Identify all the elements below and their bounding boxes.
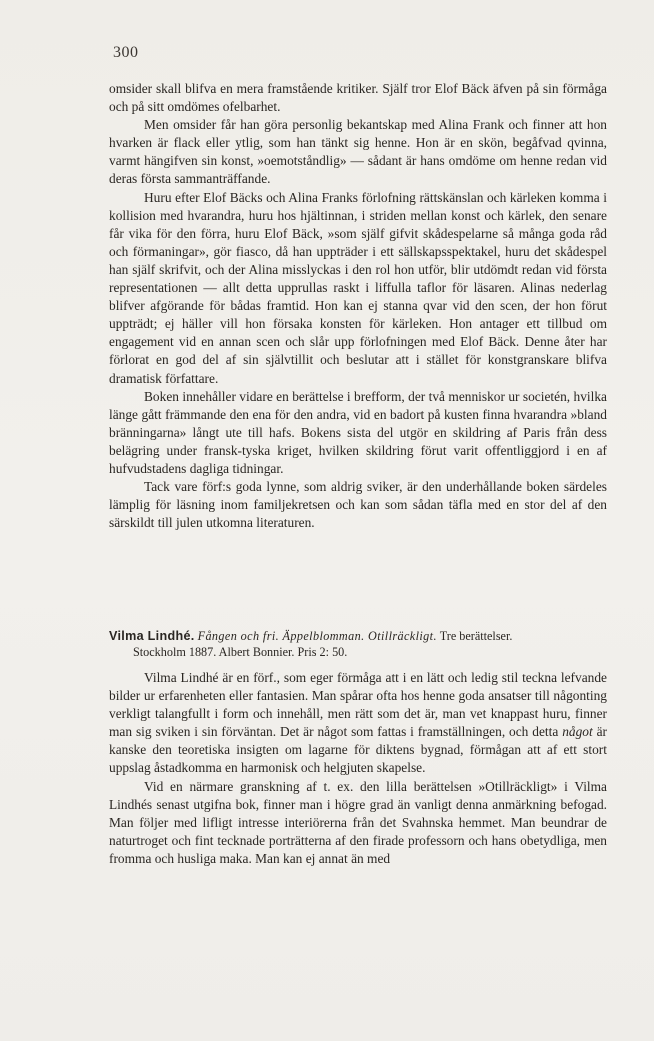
review-paragraph-1-part-1: Vilma Lindhé är en förf., som eger förmåga att i en lätt och ledig stil teckna lefvande bilder ur erfarenheten eller fantasien. Man spårar ofta hos henne goda ansatser till någonting verkligt talangfullt i form och innehåll, men rätt som det är, man vet knappast huru, finner man sig sviken i sin förväntan. Det är något som fattas i framställningen, och detta bbox=[109, 670, 607, 740]
paragraph-4: Boken innehåller vidare en berättelse i brefform, der två menniskor ur societén, hvilka länge gått främmande den ena för den andra, vid en badort på kusten finna hvarandra »bland bränningarna» långt ute till hafs. Bokens sista del utgör en skildring af Paris från dess belägring under fransk-tyska kriget, hvilken skildring förut varit offentliggjord i en af hufvudstadens dagliga tidningar. bbox=[109, 388, 607, 476]
review-author: Vilma Lindhé. bbox=[109, 629, 195, 643]
page-number: 300 bbox=[113, 44, 139, 61]
review-book-subtitle: Tre berättelser. bbox=[439, 629, 513, 643]
review-body bbox=[109, 669, 607, 868]
review-heading bbox=[109, 628, 607, 660]
review-paragraph-2: Vid en närmare granskning af t. ex. den lilla berättelsen »Otillräckligt» i Vilma Lindhés senast utgifna bok, finner man i högre grad än vanligt denna anmärkning befogad. Man följer med lifligt intresse interiörerna från det Svahnska hemmet. Man beundrar de naturtroget och fint tecknade porträtterna af den firade professorn och hans obetydliga, men fromma och husliga maka. Man kan ej annat än med bbox=[109, 778, 607, 866]
article-continuation bbox=[109, 80, 607, 532]
review-paragraph-1-part-2: är kanske den teoretiska insigten om lagarne för diktens bygnad, förmågan att af ett stort uppslag åstadkomma en harmonisk och helgjuten skapelse. bbox=[109, 724, 607, 776]
review-publication: Stockholm 1887. Albert Bonnier. Pris 2: 50. bbox=[133, 645, 348, 659]
paragraph-2: Men omsider får han göra personlig bekantskap med Alina Frank och finner att hon hvarken är flack eller ytlig, som han tänkt sig henne. Hon är en skön, begåfvad qvinna, varmt hängifven sin konst, »oemotståndlig» — sådant är hans omdöme om henne redan vid deras första sammanträffande. bbox=[109, 117, 607, 187]
paragraph-3: Huru efter Elof Bäcks och Alina Franks förlofning rättskänslan och kärleken komma i kollision med hvarandra, huru hos hjältinnan, i striden mellan konst och kärlek, den senare får vika för den förra, huru Elof Bäck, »som själf gifvit skådespelarne så många goda råd och förmaningar», gör fiasco, då han uppträder i ett sällskapsspektakel, huru det skådespel han själf skrifvit, och der Alina misslyckas i den rol hon utför, blir utdömdt redan vid första representationen — allt detta upprullas raskt i liffulla taflor för läsaren. Alinas nederlag blifver afgörande för bådas framtid. Hon kan ej stanna qvar vid den scen, der hon förut uppträdt; ej häller vill hon försaka konsten för kärleken. Hon antager ett tillbud om engagement vid en annan scen och slår upp förlofningen med Elof Bäck. Denne åter har förlorat en god del af sin självtillit och beslutar att i stället för konstgranskare blifva dramatisk författare. bbox=[109, 189, 607, 386]
review-book-titles: Fången och fri. Äppelblomman. Otillräckligt. bbox=[197, 629, 437, 643]
paragraph-5: Tack vare förf:s goda lynne, som aldrig sviker, är den underhållande boken särdeles lämplig för läsning inom familjekretsen och kan som sådan täfla med en stor del af den särskildt till julen utkomna literaturen. bbox=[109, 479, 607, 531]
review-paragraph-1 bbox=[109, 669, 607, 778]
paragraph-1: omsider skall blifva en mera framstående kritiker. Själf tror Elof Bäck äfven på sin förmåga och på sitt omdömes ofelbarhet. bbox=[109, 81, 607, 115]
review-paragraph-1-emphasis: något bbox=[562, 724, 593, 740]
